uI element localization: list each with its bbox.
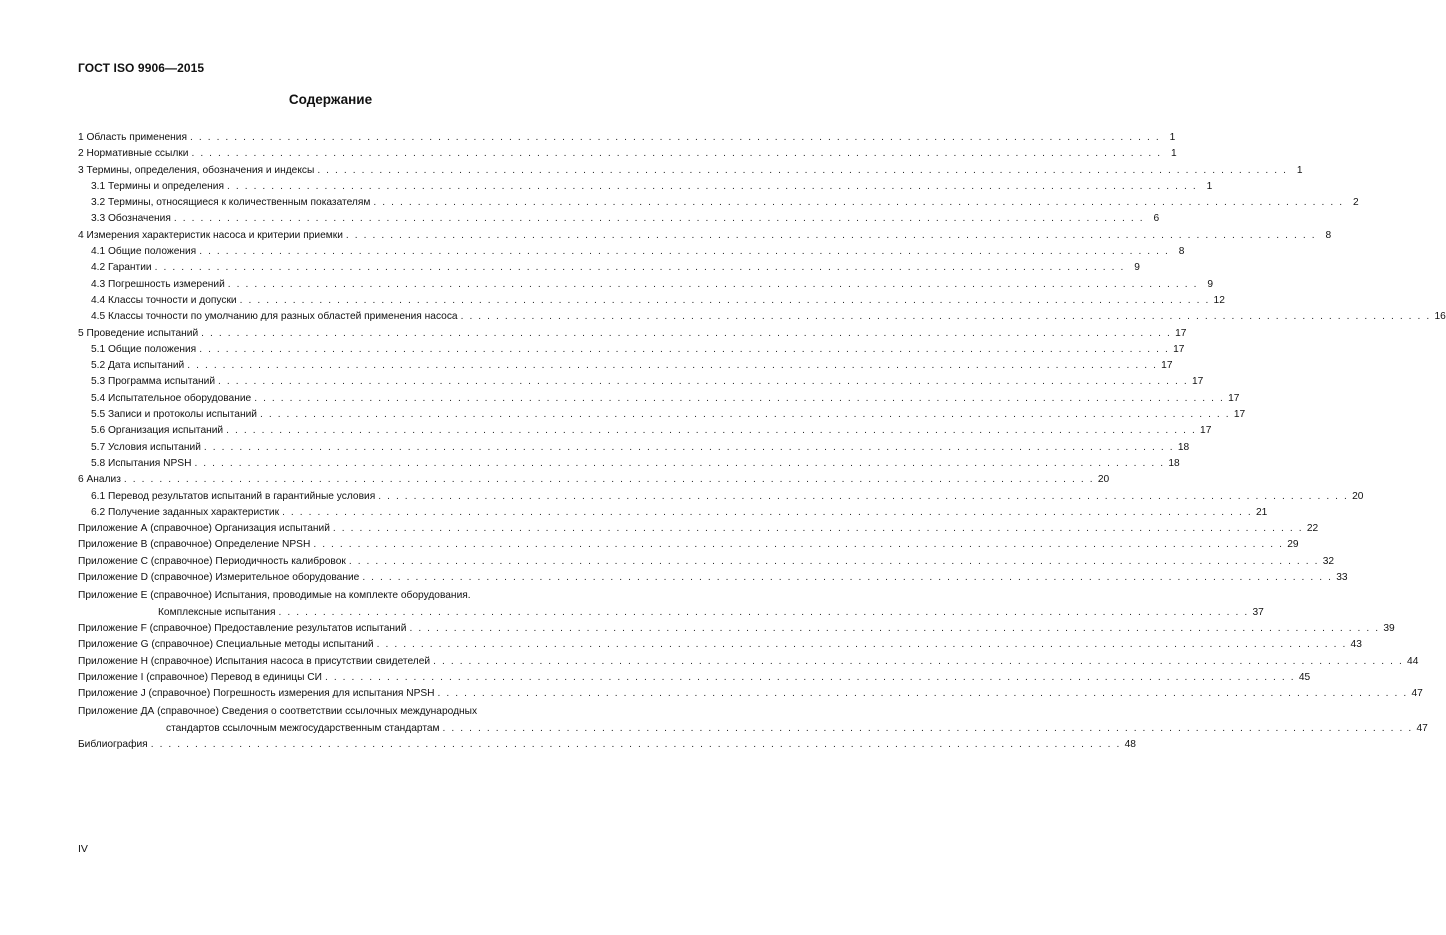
toc-entry-title-continued: стандартов ссылочным межгосударственным стандартам — [166, 722, 440, 734]
toc-entry[interactable] — [78, 260, 1140, 276]
toc-leader: . . . . . . . . . . . . . . . . . . . . . . . . . . . . . . . . . . . . . . . . . . . . . . . . . . . . . . . . . . . . . . . . . . . . . . . . . . . . . . . . . . . . . . . . . . . . . . . . . . . . . . . . . . . . . . — [218, 376, 1189, 388]
toc-leader: . . . . . . . . . . . . . . . . . . . . . . . . . . . . . . . . . . . . . . . . . . . . . . . . . . . . . . . . . . . . . . . . . . . . . . . . . . . . . . . . . . . . . . . . . . . . . . . . . . . . . . . . . . . . . . — [376, 639, 1347, 651]
toc-page-number: 17 — [1161, 360, 1173, 372]
toc-leader: . . . . . . . . . . . . . . . . . . . . . . . . . . . . . . . . . . . . . . . . . . . . . . . . . . . . . . . . . . . . . . . . . . . . . . . . . . . . . . . . . . . . . . . . . . . . . . . . . . . . . . . . . . . . . . — [313, 539, 1284, 551]
toc-entry[interactable] — [78, 570, 1348, 586]
toc-leader: . . . . . . . . . . . . . . . . . . . . . . . . . . . . . . . . . . . . . . . . . . . . . . . . . . . . . . . . . . . . . . . . . . . . . . . . . . . . . . . . . . . . . . . . . . . . . . . . . . . . . . . . . . . . . . — [227, 278, 1199, 290]
toc-page-number: 17 — [1233, 409, 1246, 421]
toc-leader: . . . . . . . . . . . . . . . . . . . . . . . . . . . . . . . . . . . . . . . . . . . . . . . . . . . . . . . . . . . . . . . . . . . . . . . . . . . . . . . . . . . . . . . . . . . . . . . . . . . . . . . . . . . . . . — [345, 229, 1317, 241]
toc-entry-title: 5.4 Испытательное оборудование — [91, 392, 252, 404]
toc-entry[interactable] — [78, 163, 1303, 179]
toc-leader: . . . . . . . . . . . . . . . . . . . . . . . . . . . . . . . . . . . . . . . . . . . . . . . . . . . . . . . . . . . . . . . . . . . . . . . . . . . . . . . . . . . . . . . . . . . . . . . . . . . . . . . . . . . . . . — [442, 722, 1413, 734]
toc-page-number: 17 — [1173, 343, 1185, 355]
toc-page-number: 1 — [1206, 180, 1213, 192]
toc-entry[interactable] — [78, 374, 1204, 390]
toc-page-number: 17 — [1228, 392, 1240, 404]
toc-leader: . . . . . . . . . . . . . . . . . . . . . . . . . . . . . . . . . . . . . . . . . . . . . . . . . . . . . . . . . . . . . . . . . . . . . . . . . . . . . . . . . . . . . . . . . . . . . . . . . . . . . . . . . . . . . . — [437, 688, 1408, 700]
toc-page-number: 18 — [1177, 441, 1190, 453]
toc-entry[interactable] — [78, 521, 1319, 537]
toc-entry[interactable] — [78, 654, 1419, 670]
toc-page-number: 29 — [1287, 539, 1299, 551]
toc-entry[interactable] — [78, 244, 1185, 260]
toc-page-number: 20 — [1352, 490, 1364, 502]
toc-leader: . . . . . . . . . . . . . . . . . . . . . . . . . . . . . . . . . . . . . . . . . . . . . . . . . . . . . . . . . . . . . . . . . . . . . . . . . . . . . . . . . . . . . . . . . . . . . . . . . . . . . . . . . . . . . . — [373, 197, 1344, 209]
toc-page-number: 39 — [1383, 622, 1395, 634]
toc-entry[interactable] — [78, 670, 1311, 686]
toc-leader: . . . . . . . . . . . . . . . . . . . . . . . . . . . . . . . . . . . . . . . . . . . . . . . . . . . . . . . . . . . . . . . . . . . . . . . . . . . . . . . . . . . . . . . . . . . . . . . . . . . . . . . . . . . . . . — [378, 490, 1349, 502]
toc-page-number: 43 — [1350, 639, 1362, 651]
toc-entry-title: 5.1 Общие положения — [91, 343, 197, 355]
toc-entry[interactable] — [78, 293, 1225, 309]
toc-leader: . . . . . . . . . . . . . . . . . . . . . . . . . . . . . . . . . . . . . . . . . . . . . . . . . . . . . . . . . . . . . . . . . . . . . . . . . . . . . . . . . . . . . . . . . . . . . . . . . . . . . . . . . . . . . . — [433, 655, 1404, 667]
toc-entry-title-continued: Комплексные испытания — [158, 606, 276, 618]
toc-entry[interactable] — [78, 211, 1160, 227]
toc-entry[interactable] — [78, 130, 1176, 146]
toc-page-number: 1 — [1296, 164, 1303, 176]
toc-page-number: 1 — [1169, 132, 1176, 143]
toc-entry-title: 4.2 Гарантии — [91, 262, 152, 274]
toc-entry-title: Приложение J (справочное) Погрешность измерения для испытания NPSH — [78, 688, 435, 700]
toc-leader: . . . . . . . . . . . . . . . . . . . . . . . . . . . . . . . . . . . . . . . . . . . . . . . . . . . . . . . . . . . . . . . . . . . . . . . . . . . . . . . . . . . . . . . . . . . . . . . . . . . . . . . . . . . . . . — [409, 622, 1380, 634]
toc-leader: . . . . . . . . . . . . . . . . . . . . . . . . . . . . . . . . . . . . . . . . . . . . . . . . . . . . . . . . . . . . . . . . . . . . . . . . . . . . . . . . . . . . . . . . . . . . . . . . . . . . . . . . . . . . . . — [239, 294, 1210, 306]
toc-entry[interactable] — [78, 440, 1190, 456]
toc-entry-title: 5.6 Организация испытаний — [91, 425, 224, 437]
toc-leader: . . . . . . . . . . . . . . . . . . . . . . . . . . . . . . . . . . . . . . . . . . . . . . . . . . . . . . . . . . . . . . . . . . . . . . . . . . . . . . . . . . . . . . . . . . . . . . . . . . . . . . . . . . . . . . — [201, 327, 1172, 339]
toc-entry-title: 3.1 Термины и определения — [91, 180, 224, 192]
page-title: Содержание — [288, 92, 373, 107]
toc-page-number: 22 — [1306, 523, 1319, 535]
toc-leader: . . . . . . . . . . . . . . . . . . . . . . . . . . . . . . . . . . . . . . . . . . . . . . . . . . . . . . . . . . . . . . . . . . . . . . . . . . . . . . . . . . . . . . . . . . . . . . . . . . . . . . . . . . . . . . — [348, 555, 1320, 567]
toc-entry-title: 3 Термины, определения, обозначения и индексы — [78, 164, 315, 176]
toc-leader: . . . . . . . . . . . . . . . . . . . . . . . . . . . . . . . . . . . . . . . . . . . . . . . . . . . . . . . . . . . . . . . . . . . . . . . . . . . . . . . . . . . . . . . . . . . . . . . . . . . . . . . . . . . . . . — [191, 148, 1162, 160]
toc-page-number: 32 — [1322, 555, 1335, 567]
toc-entry-title: Приложение Н (справочное) Испытания насоса в присутствии свидетелей — [78, 655, 431, 667]
toc-page-number: 9 — [1207, 278, 1214, 290]
toc-leader: . . . . . . . . . . . . . . . . . . . . . . . . . . . . . . . . . . . . . . . . . . . . . . . . . . . . . . . . . . . . . . . . . . . . . . . . . . . . . . . . . . . . . . . . . . . . . . . . . . . . . . . . . . . . . . — [199, 343, 1170, 355]
toc-page-number: 2 — [1352, 197, 1359, 209]
toc-entry[interactable] — [78, 588, 1264, 621]
toc-entry-title: 5.8 Испытания NPSH — [91, 457, 192, 469]
toc-entry-title: 4 Измерения характеристик насоса и критерии приемки — [78, 229, 343, 241]
toc-entry-title: Приложение G (справочное) Специальные методы испытаний — [78, 639, 374, 651]
toc-entry-title: 5.5 Записи и протоколы испытаний — [91, 409, 257, 421]
toc-entry[interactable] — [78, 358, 1173, 374]
toc-leader: . . . . . . . . . . . . . . . . . . . . . . . . . . . . . . . . . . . . . . . . . . . . . . . . . . . . . . . . . . . . . . . . . . . . . . . . . . . . . . . . . . . . . . . . . . . . . . . . . . . . . . . . . . . . . . — [282, 506, 1253, 518]
toc-page-number: 47 — [1411, 688, 1423, 700]
toc-page-number: 37 — [1252, 606, 1264, 618]
toc-entry-title: 1 Область применения — [78, 132, 187, 143]
toc-leader: . . . . . . . . . . . . . . . . . . . . . . . . . . . . . . . . . . . . . . . . . . . . . . . . . . . . . . . . . . . . . . . . . . . . . . . . . . . . . . . . . . . . . . . . . . . . . . . . . . . . . . . . . . . . . . — [154, 262, 1125, 274]
toc-page-number: 18 — [1168, 457, 1180, 469]
toc-entry-title: 4.3 Погрешность измерений — [91, 278, 225, 290]
toc-page-number: 1 — [1171, 148, 1177, 160]
toc-page-number: 16 — [1434, 311, 1446, 323]
toc-entry-title: Приложение А (справочное) Организация испытаний — [78, 523, 330, 535]
toc-entry[interactable] — [78, 686, 1423, 702]
toc-page-number: 45 — [1298, 671, 1311, 683]
toc-entry[interactable] — [78, 456, 1180, 472]
toc-leader: . . . . . . . . . . . . . . . . . . . . . . . . . . . . . . . . . . . . . . . . . . . . . . . . . . . . . . . . . . . . . . . . . . . . . . . . . . . . . . . . . . . . . . . . . . . . . . . . . . . . . . . . . . . . . . — [362, 572, 1333, 584]
toc-entry[interactable] — [78, 423, 1212, 439]
toc-page-number: 33 — [1336, 572, 1348, 584]
toc-entry-title: 6.1 Перевод результатов испытаний в гарантийные условия — [91, 490, 376, 502]
toc-entry-title: 4.5 Классы точности по умолчанию для разных областей применения насоса — [91, 311, 458, 323]
toc-entry-title: Приложение ДА (справочное) Сведения о соответствии ссылочных международных — [78, 706, 478, 718]
toc-entry-title: Приложение Е (справочное) Испытания, проводимые на комплекте оборудования. — [78, 590, 471, 602]
toc-entry[interactable] — [78, 391, 1240, 407]
document-code: ГОСТ ISO 9906—2015 — [78, 61, 205, 75]
toc-leader: . . . . . . . . . . . . . . . . . . . . . . . . . . . . . . . . . . . . . . . . . . . . . . . . . . . . . . . . . . . . . . . . . . . . . . . . . . . . . . . . . . . . . . . . . . . . . . . . . . . . . . . . . . . . . . — [150, 738, 1121, 750]
toc-page-number: 21 — [1255, 506, 1268, 518]
toc-entry-title: 2 Нормативные ссылки — [78, 148, 189, 160]
toc-leader: . . . . . . . . . . . . . . . . . . . . . . . . . . . . . . . . . . . . . . . . . . . . . . . . . . . . . . . . . . . . . . . . . . . . . . . . . . . . . . . . . . . . . . . . . . . . . . . . . . . . . . . . . . . . . . — [173, 213, 1145, 225]
toc-page-number: 6 — [1153, 213, 1160, 225]
toc-entry[interactable] — [78, 309, 1446, 325]
toc-leader: . . . . . . . . . . . . . . . . . . . . . . . . . . . . . . . . . . . . . . . . . . . . . . . . . . . . . . . . . . . . . . . . . . . . . . . . . . . . . . . . . . . . . . . . . . . . . . . . . . . . . . . . . . . . . . — [226, 180, 1198, 192]
toc-entry[interactable] — [78, 704, 1428, 737]
toc-page-number: 17 — [1175, 327, 1187, 339]
toc-entry[interactable] — [78, 342, 1185, 358]
toc-entry[interactable] — [78, 554, 1335, 570]
toc-leader: . . . . . . . . . . . . . . . . . . . . . . . . . . . . . . . . . . . . . . . . . . . . . . . . . . . . . . . . . . . . . . . . . . . . . . . . . . . . . . . . . . . . . . . . . . . . . . . . . . . . . . . . . . . . . . — [199, 246, 1170, 258]
page-number: IV — [78, 843, 88, 855]
toc-leader: . . . . . . . . . . . . . . . . . . . . . . . . . . . . . . . . . . . . . . . . . . . . . . . . . . . . . . . . . . . . . . . . . . . . . . . . . . . . . . . . . . . . . . . . . . . . . . . . . . . . . . . . . . . . . . — [203, 441, 1175, 453]
toc-leader: . . . . . . . . . . . . . . . . . . . . . . . . . . . . . . . . . . . . . . . . . . . . . . . . . . . . . . . . . . . . . . . . . . . . . . . . . . . . . . . . . . . . . . . . . . . . . . . . . . . . . . . . . . . . . . — [259, 409, 1231, 421]
toc-entry-title: 3.2 Термины, относящиеся к количественным показателям — [91, 197, 371, 209]
toc-leader: . . . . . . . . . . . . . . . . . . . . . . . . . . . . . . . . . . . . . . . . . . . . . . . . . . . . . . . . . . . . . . . . . . . . . . . . . . . . . . . . . . . . . . . . . . . . . . . . . . . . . . . . . . . . . . — [278, 606, 1249, 618]
toc-page-number: 20 — [1097, 474, 1110, 486]
toc-entry-title: 6 Анализ — [78, 474, 121, 486]
toc-leader: . . . . . . . . . . . . . . . . . . . . . . . . . . . . . . . . . . . . . . . . . . . . . . . . . . . . . . . . . . . . . . . . . . . . . . . . . . . . . . . . . . . . . . . . . . . . . . . . . . . . . . . . . . . . . . — [324, 671, 1296, 683]
toc-page-number: 17 — [1191, 376, 1204, 388]
toc-leader: . . . . . . . . . . . . . . . . . . . . . . . . . . . . . . . . . . . . . . . . . . . . . . . . . . . . . . . . . . . . . . . . . . . . . . . . . . . . . . . . . . . . . . . . . . . . . . . . . . . . . . . . . . . . . . — [317, 164, 1288, 176]
toc-leader: . . . . . . . . . . . . . . . . . . . . . . . . . . . . . . . . . . . . . . . . . . . . . . . . . . . . . . . . . . . . . . . . . . . . . . . . . . . . . . . . . . . . . . . . . . . . . . . . . . . . . . . . . . . . . . — [226, 425, 1197, 437]
toc-entry[interactable] — [78, 146, 1177, 162]
toc-entry-title: 5 Проведение испытаний — [78, 327, 199, 339]
toc-entry[interactable] — [78, 621, 1395, 637]
toc-entry[interactable] — [78, 195, 1359, 211]
toc-entry[interactable] — [78, 637, 1362, 653]
toc-page-number: 47 — [1416, 722, 1428, 734]
toc-entry[interactable] — [78, 472, 1110, 488]
toc-entry-title: Приложение F (справочное) Предоставление результатов испытаний — [78, 622, 407, 634]
toc-page-number: 12 — [1213, 294, 1225, 306]
toc-leader: . . . . . . . . . . . . . . . . . . . . . . . . . . . . . . . . . . . . . . . . . . . . . . . . . . . . . . . . . . . . . . . . . . . . . . . . . . . . . . . . . . . . . . . . . . . . . . . . . . . . . . . . . . . . . . — [187, 360, 1158, 372]
toc-page-number: 17 — [1200, 425, 1212, 437]
toc-page-number: 9 — [1134, 262, 1140, 274]
toc-page-number: 8 — [1325, 229, 1332, 241]
toc-entry-title: 5.2 Дата испытаний — [91, 360, 185, 372]
toc-entry[interactable] — [78, 326, 1187, 342]
toc-entry-title: Приложение D (справочное) Измерительное оборудование — [78, 572, 360, 584]
toc-entry-title: 6.2 Получение заданных характеристик — [91, 506, 280, 518]
toc-entry[interactable] — [78, 489, 1364, 505]
toc-page-number: 8 — [1178, 246, 1185, 258]
toc-entry[interactable] — [78, 505, 1268, 521]
toc-entry-title: 3.3 Обозначения — [91, 213, 171, 225]
toc-entry-title: Приложение I (справочное) Перевод в единицы СИ — [78, 671, 322, 683]
toc-entry[interactable] — [78, 737, 1136, 753]
toc-entry-title: 5.3 Программа испытаний — [91, 376, 216, 388]
toc-entry-title: Библиография — [78, 738, 148, 750]
toc-leader: . . . . . . . . . . . . . . . . . . . . . . . . . . . . . . . . . . . . . . . . . . . . . . . . . . . . . . . . . . . . . . . . . . . . . . . . . . . . . . . . . . . . . . . . . . . . . . . . . . . . . . . . . . . . . . — [332, 523, 1304, 535]
toc-entry-title: 5.7 Условия испытаний — [91, 441, 201, 453]
toc-entry[interactable] — [78, 407, 1246, 423]
toc-entry-title: Приложение С (справочное) Периодичность калибровок — [78, 555, 346, 567]
toc-entry[interactable] — [78, 277, 1214, 293]
toc-leader: . . . . . . . . . . . . . . . . . . . . . . . . . . . . . . . . . . . . . . . . . . . . . . . . . . . . . . . . . . . . . . . . . . . . . . . . . . . . . . . . . . . . . . . . . . . . . . . . . . . . . . . . . . . . . . — [460, 311, 1431, 323]
toc-page-number: 48 — [1124, 738, 1136, 750]
toc-leader: . . . . . . . . . . . . . . . . . . . . . . . . . . . . . . . . . . . . . . . . . . . . . . . . . . . . . . . . . . . . . . . . . . . . . . . . . . . . . . . . . . . . . . . . . . . . . . . . . . . . . . . . . . . . . . — [123, 474, 1095, 486]
toc-entry[interactable] — [78, 179, 1213, 195]
table-of-contents — [78, 130, 1446, 753]
toc-entry-title: 4.1 Общие положения — [91, 246, 197, 258]
toc-entry-title: Приложение В (справочное) Определение NPSH — [78, 539, 311, 551]
toc-entry[interactable] — [78, 537, 1299, 553]
toc-leader: . . . . . . . . . . . . . . . . . . . . . . . . . . . . . . . . . . . . . . . . . . . . . . . . . . . . . . . . . . . . . . . . . . . . . . . . . . . . . . . . . . . . . . . . . . . . . . . . . . . . . . . . . . . . . . — [254, 392, 1225, 404]
toc-leader: . . . . . . . . . . . . . . . . . . . . . . . . . . . . . . . . . . . . . . . . . . . . . . . . . . . . . . . . . . . . . . . . . . . . . . . . . . . . . . . . . . . . . . . . . . . . . . . . . . . . . . . . . . . . . . — [194, 457, 1165, 469]
toc-page-number: 44 — [1407, 655, 1419, 667]
toc-entry-title: 4.4 Классы точности и допуски — [91, 294, 237, 306]
toc-entry[interactable] — [78, 228, 1332, 244]
toc-leader: . . . . . . . . . . . . . . . . . . . . . . . . . . . . . . . . . . . . . . . . . . . . . . . . . . . . . . . . . . . . . . . . . . . . . . . . . . . . . . . . . . . . . . . . . . . . . . . . . . . . . . . . . . . . . . — [189, 132, 1161, 143]
